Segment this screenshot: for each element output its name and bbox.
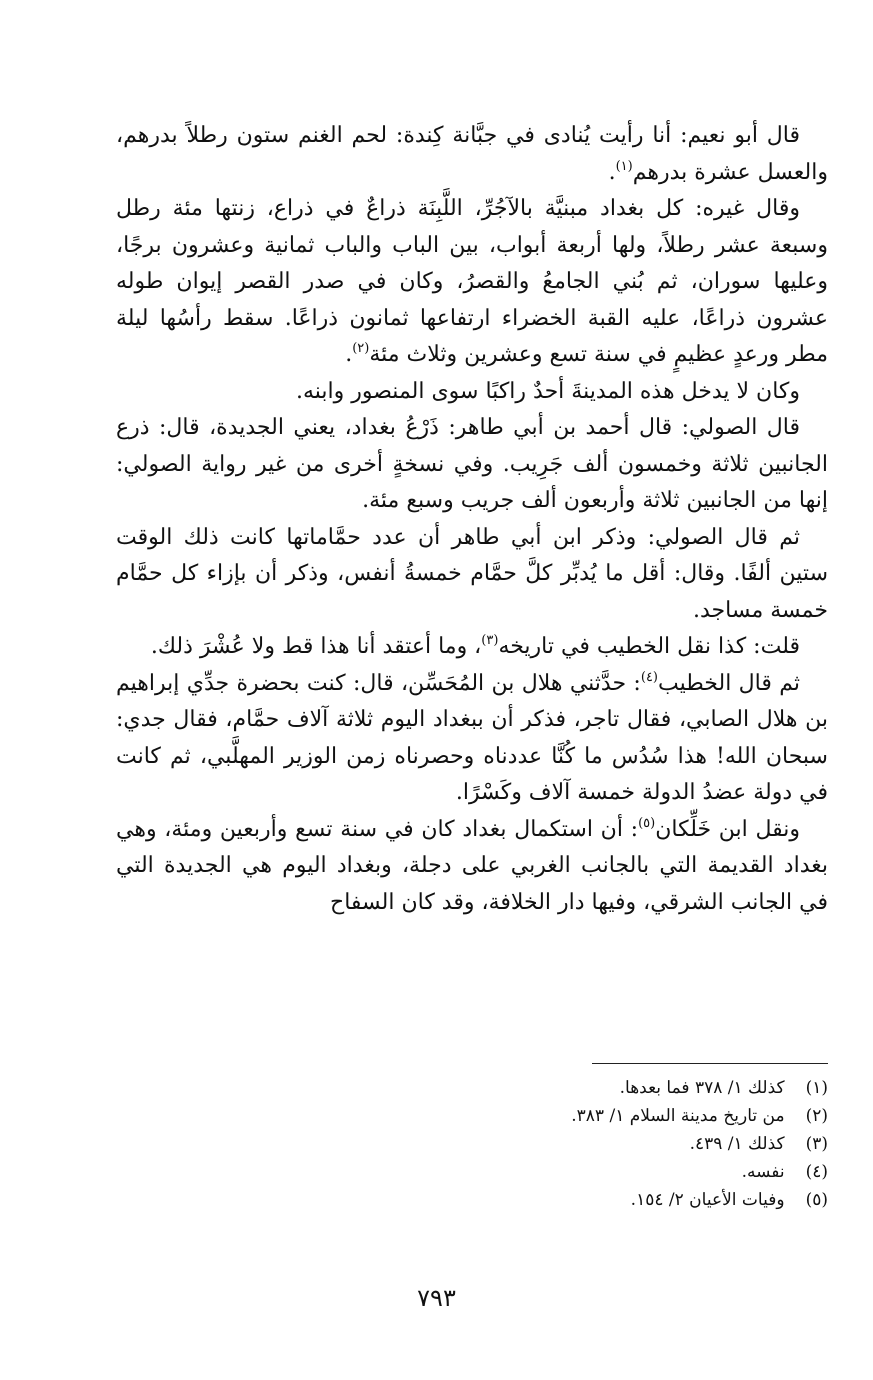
footnote-text: نفسه. [741, 1162, 785, 1182]
footnote-separator [592, 1063, 828, 1064]
footnote-ref[interactable]: (٤) [640, 669, 658, 685]
paragraph: وكان لا يدخل هذه المدينةَ أحدٌ راكبًا سوى المنصور وابنه. [295, 378, 800, 404]
page-number: ٧٩٣ [417, 1284, 456, 1312]
footnote-number: (١) [805, 1078, 828, 1098]
footnote-number: (٢) [805, 1106, 828, 1126]
footnote-ref[interactable]: (٢) [352, 341, 370, 356]
footnote-ref[interactable]: (٥) [638, 815, 656, 831]
footnote-ref[interactable]: (٣) [481, 633, 499, 648]
footnote-item [268, 1102, 828, 1130]
footnote-number: (٣) [805, 1134, 828, 1154]
footnotes-list [268, 1074, 828, 1214]
footnote-text: من تاريخ مدينة السلام ١/ ٣٨٣. [571, 1106, 785, 1126]
footnote-item [268, 1074, 828, 1102]
paragraph: قال الصولي: قال أحمد بن أبي طاهر: ذَرْعُ بغداد، يعني الجديدة، قال: ذرع الجانبين ثلاثة وخمسون ألف جَرِيب. وفي نسخةٍ أخرى من غير رواية الصولي: إنها من الجانبين ثلاثة وأربعون ألف جريب وسبع مئة. [116, 415, 828, 513]
paragraph: ثم قال الخطيب$^{(٤)}$: حدَّثني هلال بن المُحَسِّن، قال: كنت بحضرة جدِّي إبراهيم بن هلال الصابي، فقال تاجر، فذكر أن ببغداد اليوم ثلاثة آلاف حمَّام، فقال جدي: سبحان الله! هذا سُدُس ما كُنَّا عددناه وحصرناه زمن الوزير المهلَّبي، ثم كانت في دولة عضدُ الدولة خمسة آلاف وكَسْرًا. [116, 669, 828, 805]
paragraph: قلت: كذا نقل الخطيب في تاريخه$^{(٣)}$، وما أعتقد أنا هذا قط ولا عُشْرَ ذلك. [150, 633, 800, 659]
footnote-item [268, 1158, 828, 1186]
footnote-text: وفيات الأعيان ٢/ ١٥٤. [630, 1190, 785, 1210]
footnote-text: كذلك ١/ ٣٧٨ فما بعدها. [619, 1078, 785, 1098]
footnote-text: كذلك ١/ ٤٣٩. [689, 1134, 785, 1154]
paragraph: قال أبو نعيم: أنا رأيت يُنادى في جبَّانة كِندة: لحم الغنم ستون رطلاً بدرهم، والعسل عشرة بدرهم$^{(١)}$. [116, 123, 828, 185]
paragraph: ثم قال الصولي: وذكر ابن أبي طاهر أن عدد حمَّاماتها كانت ذلك الوقت ستين ألفًا. وقال: أقل ما يُدبِّر كلَّ حمَّام خمسةُ أنفس، وذكر أن بإزاء كل حمَّام خمسة مساجد. [116, 524, 828, 623]
paragraph: ونقل ابن خَلِّكان$^{(٥)}$: أن استكمال بغداد كان في سنة تسع وأربعين ومئة، وهي بغداد القديمة التي بالجانب الغربي على دجلة، وبغداد اليوم هي الجديدة التي في الجانب الشرقي، وفيها دار الخلافة، وقد كان السفاح [116, 815, 828, 915]
footnote-item [268, 1186, 828, 1214]
footnote-ref[interactable]: (١) [615, 158, 633, 174]
paragraph: وقال غيره: كل بغداد مبنيَّة بالآجُرِّ، اللَّبِنَة ذراعٌ في ذراع، زنتها مئة رطل وسبعة عشر رطلاً، ولها أربعة أبواب، بين الباب والباب ثمانية وعشرون برجًا، وعليها سوران، ثم بُني الجامعُ والقصرُ، وكان في صدر القصر إيوان طوله عشرون ذراعًا، عليه القبة الخضراء ارتفاعها ثمانون ذراعًا. سقط رأسُها ليلة مطر ورعدٍ عظيمٍ في سنة تسع وعشرين وثلاث مئة$^{(٢)}$. [116, 196, 828, 367]
footnote-item [268, 1130, 828, 1158]
main-text [116, 118, 828, 921]
footnote-number: (٥) [805, 1190, 828, 1210]
footnote-number: (٤) [805, 1162, 828, 1182]
